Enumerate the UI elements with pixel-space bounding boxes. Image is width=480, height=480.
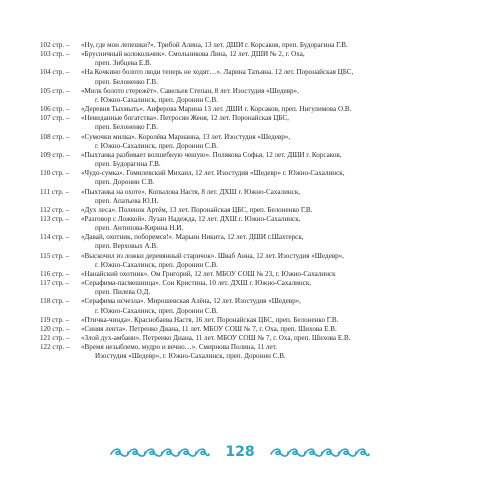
entry-description: «Нанайский охотник». Ом Григорий, 12 лет. МБОУ СОШ № 23, г. Южно-Сахалинск — [81, 269, 336, 278]
page-reference: 107 стр. – — [40, 114, 70, 123]
entry-description: «Время незыблемо, мудро и вечно…». Смирнова Полина, 11 лет. — [81, 343, 277, 352]
entry-continuation: г. Южно-Сахалинск, преп. Доронин С.В. — [95, 260, 218, 269]
entry-continuation: преп. Антипова-Кирина Н.И. — [95, 224, 184, 233]
entry-description: «На Кочкино болото люди теперь не ходят…». Ларина Татьяна. 12 лет. Поронайская ЦБС, — [81, 68, 354, 77]
index-entry — [40, 206, 472, 215]
entry-description: «Синяя лента». Петренко Диана, 11 лет. МБОУ СОШ № 7, г. Оха, преп. Шихова Е.В. — [81, 324, 337, 333]
entry-description: «Злой дух-амбани». Петренко Диана, 11 лет. МБОУ СОШ № 7, г. Оха, преп. Шихова Е.В. — [81, 334, 351, 342]
entry-description: «Пыхтанка на охоте». Копылова Настя, 8 лет. ДХШ г. Южно-Сахалинск, — [81, 187, 301, 196]
page-reference: 111 стр. – — [40, 187, 69, 196]
index-entry — [40, 343, 472, 361]
index-entry — [40, 188, 472, 206]
page-reference: 102 стр. – — [40, 41, 70, 49]
page-reference: 119 стр. – — [40, 315, 70, 324]
entry-continuation: преп. Апатьева Ю.Н. — [95, 196, 159, 205]
entry-description: «Серафима-пасмешница». Сон Кристина, 10 лет. ДХШ г. Южно-Сахалинск, — [81, 279, 312, 288]
entry-description: «Выскочил из ложки деревянный старичок». Шваб Анна, 12 лет. Изостудия «Шедевр», — [81, 251, 344, 260]
page-reference: 116 стр. – — [40, 269, 70, 278]
entry-continuation: Изостудия «Шедевр», г. Южно-Сахалинск, преп. Доронин С.В. — [95, 352, 286, 361]
page-reference: 104 стр. – — [40, 68, 70, 77]
page-reference: 106 стр. – — [40, 105, 70, 114]
index-entry — [40, 133, 472, 151]
index-entry — [40, 233, 472, 251]
page-reference: 114 стр. – — [40, 233, 70, 242]
index-entry — [40, 151, 472, 169]
entry-description: «Сумочки милка». Королёва Марианна, 13 лет. Изостудия «Шедевр», — [81, 132, 291, 141]
page-reference: 108 стр. – — [40, 132, 70, 141]
entry-continuation: преп. Зибцева Е.В. — [95, 59, 152, 68]
entry-description: «Пыхтанка разбивает волшебную чешую». Полякова Софья, 12 лет. ДШИ г. Корсаков, — [81, 150, 342, 159]
index-entry — [40, 41, 472, 50]
index-entry — [40, 68, 472, 86]
illustration-index-list — [40, 41, 472, 361]
index-entry — [40, 325, 472, 334]
index-entry — [40, 316, 472, 325]
entry-continuation: г. Южно-Сахалинск, преп. Доронин С.В. — [95, 306, 218, 315]
entry-continuation: г. Южно-Сахалинск, преп. Доронин С.В. — [95, 95, 218, 104]
entry-description: «Давай, охотник, поборемся!». Марьин Никита, 12 лет. ДШИ г.Шахтерск, — [81, 233, 304, 242]
entry-continuation: преп. Белоненко Г.В. — [95, 123, 158, 132]
entry-description: «Чудо-сумка». Гомилевский Михаил, 12 лет. Изостудия «Шедевр» г. Южно-Сахалинск, — [81, 169, 345, 178]
index-entry — [40, 215, 472, 233]
entry-description: «Дух леса». Поленок Артём, 13 лет. Поронайская ЦБС, преп. Белоненко Г.В. — [81, 205, 313, 214]
index-entry — [40, 252, 472, 270]
index-entry — [40, 114, 472, 132]
entry-description: «Разговор с Ложкой». Лузан Надежда, 12 лет. ДХШ г. Южно-Сахалинск, — [81, 214, 301, 223]
index-entry — [40, 50, 472, 68]
entry-description: «Невиданные богатства». Петросян Женя, 12 лет. Поронайская ЦБС, — [81, 114, 289, 123]
index-entry — [40, 270, 472, 279]
page-reference: 115 стр. – — [40, 251, 70, 260]
index-entry — [40, 105, 472, 114]
entry-continuation: преп. Будорагина Г.В. — [95, 160, 161, 169]
entry-description: «Милк болото стережёт». Савельев Степан, 8 лет. Изостудия «Шедевр», — [81, 86, 299, 95]
page-reference: 120 стр. – — [40, 324, 70, 333]
page-reference: 103 стр. – — [40, 50, 70, 59]
page-reference: 118 стр. – — [40, 297, 70, 306]
index-entry — [40, 297, 472, 315]
entry-description: «Ну, где мои лепешки?». Трибой Алина, 13 лет. ДШИ г. Корсаков, преп. Будорагина Г.В. — [81, 41, 348, 49]
entry-continuation: преп. Белоненко Г.В. — [95, 77, 158, 86]
index-entry — [40, 279, 472, 297]
entry-description: «Птичка-чинда». Краснобаева Настя, 16 лет. Поронайская ЦБС, преп. Белоненко Г.В. — [81, 315, 339, 324]
entry-description: «Деревня Тыхмыть». Анферова Марина 13 лет. ДШИ г. Корсаков, преп. Нигулимова О.В. — [81, 105, 352, 114]
index-entry — [40, 169, 472, 187]
entry-continuation: преп. Верховых А.В. — [95, 242, 158, 251]
entry-continuation: преп. Доронин С.В. — [95, 178, 155, 187]
page-reference: 112 стр. – — [40, 205, 70, 214]
left-wave-ornament — [109, 446, 211, 458]
page-number: 128 — [225, 444, 255, 460]
page-reference: 109 стр. – — [40, 150, 70, 159]
page-reference: 117 стр. – — [40, 279, 70, 288]
page-reference: 122 стр. – — [40, 343, 70, 352]
page-reference: 113 стр. – — [40, 214, 70, 223]
entry-description: «Брусничный колокольчик». Смольникова Лина, 12 лет. ДШИ № 2, г. Оха, — [81, 50, 305, 59]
entry-description: «Серафима исчезла». Мирошевская Алёна, 12 лет. Изостудия «Шедевр», — [81, 297, 301, 306]
right-wave-ornament — [269, 446, 371, 458]
page-reference: 121 стр. – — [40, 334, 70, 342]
page-footer — [0, 444, 480, 460]
page-reference: 105 стр. – — [40, 86, 70, 95]
index-entry — [40, 334, 472, 343]
index-entry — [40, 87, 472, 105]
page-reference: 110 стр. – — [40, 169, 70, 178]
entry-continuation: преп. Пилева О.Д. — [95, 288, 151, 297]
entry-continuation: г. Южно-Сахалинск, преп. Доронин С.В. — [95, 141, 218, 150]
